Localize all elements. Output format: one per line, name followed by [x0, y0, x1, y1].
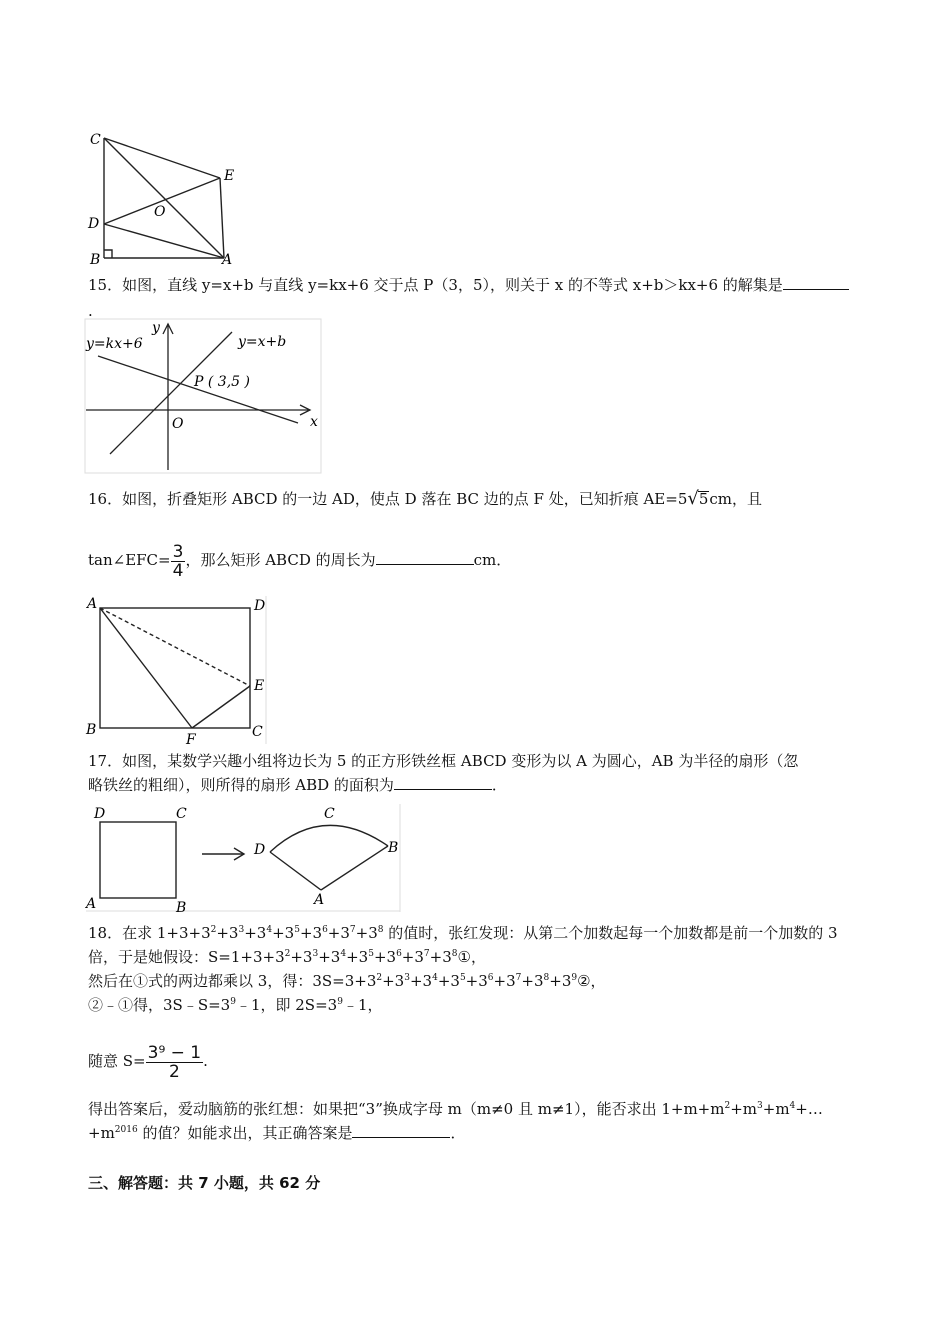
label-F: F — [186, 732, 196, 746]
q18-line5: 随意 S= $\frac{\text{3⁹ − 1}}{2}$ . — [88, 1042, 208, 1082]
q15-figure — [84, 318, 324, 476]
label-B: B — [86, 722, 97, 738]
label-E: E — [254, 678, 265, 694]
q18-line3: 然后在①式的两边都乘以 3，得：$3S=3+3^2+3^3+3^4+3^5+3^6+3^7+3^8+3^9②$， — [88, 972, 606, 990]
q18-line4: ②﹣①得，$3S﹣S=3^9﹣1$，即 $2S=3^9﹣1$， — [88, 996, 383, 1014]
label-y-kx6: y=kx+6 — [86, 336, 143, 352]
q15-text: 15．如图，直线 y=x+b 与直线 y=kx+6 交于点 P（3，5），则关于 x 的不等式 x+b＞kx+6 的解集是 — [88, 274, 849, 296]
label-O: O — [154, 204, 166, 220]
label-y-xb: y=x+b — [238, 334, 287, 350]
label-B-square: B — [176, 900, 187, 914]
tan-fraction: $\frac{3}{4}$ — [172, 541, 184, 581]
q14-figure — [84, 128, 244, 268]
q16-figure — [84, 594, 270, 746]
label-C-square: C — [176, 806, 187, 822]
q18-line7: $+m^{2016}$ 的值？如能求出，其正确答案是 ． — [88, 1124, 466, 1142]
q18-line1: 18．在求 $1+3+3^2+3^3+3^4+3^5+3^6+3^7+3^8$ 的值时，张红发现：从第二个加数起每一个加数都是前一个加数的 3 — [88, 924, 838, 942]
q17-line1: 17．如图，某数学兴趣小组将边长为 5 的正方形铁丝框 ABCD 变形为以 A 为圆心，AB 为半径的扇形（忽 — [88, 752, 799, 770]
label-axis-y: y — [152, 320, 160, 336]
label-B-sector: B — [388, 840, 399, 856]
q18-line2: 倍，于是她假设：$S=1+3+3^2+3^3+3^4+3^5+3^6+3^7+3^8①$， — [88, 948, 486, 966]
label-C: C — [252, 724, 263, 740]
label-C-sector: C — [324, 806, 335, 822]
q16-line2: tan∠EFC= $\frac{3}{4}$ ，那么矩形 ABCD 的周长为 cm． — [88, 541, 512, 581]
label-D: D — [254, 598, 266, 614]
label-C: C — [90, 132, 101, 148]
sqrt-value: 5 — [698, 490, 709, 508]
label-A: A — [87, 596, 98, 612]
section-heading: 三、解答题：共 7 小题，共 62 分 — [88, 1174, 321, 1192]
q17-figure — [84, 802, 404, 914]
answer-blank — [376, 550, 474, 565]
label-D: D — [88, 216, 100, 232]
label-A: A — [222, 252, 233, 268]
q17-line2: 略铁丝的粗细），则所得的扇形 ABD 的面积为 ． — [88, 776, 507, 794]
q15-tail: . — [88, 302, 93, 320]
label-E: E — [224, 168, 235, 184]
label-B: B — [90, 252, 101, 268]
label-D-sector: D — [254, 842, 266, 858]
q18-line6: 得出答案后，爱动脑筋的张红想：如果把“3”换成字母 m（m≠0 且 m≠1），能否求出 $1+m+m^2+m^3+m^4+\dots$ — [88, 1100, 823, 1118]
sum-fraction: $\frac{\text{3⁹ − 1}}{2}$ — [147, 1042, 202, 1082]
label-A-sector: A — [314, 892, 325, 908]
label-A-square: A — [86, 896, 97, 912]
answer-blank — [783, 275, 849, 290]
label-axis-x: x — [310, 414, 318, 430]
q16-line1: 16．如图，折叠矩形 ABCD 的一边 AD，使点 D 落在 BC 边的点 F 处，已知折痕 AE=5√5cm，且 — [88, 488, 763, 509]
label-origin: O — [172, 416, 184, 432]
answer-blank — [352, 1123, 450, 1138]
label-point-P: P ( 3,5 ) — [194, 374, 250, 390]
answer-blank — [394, 775, 492, 790]
label-D-square: D — [94, 806, 106, 822]
